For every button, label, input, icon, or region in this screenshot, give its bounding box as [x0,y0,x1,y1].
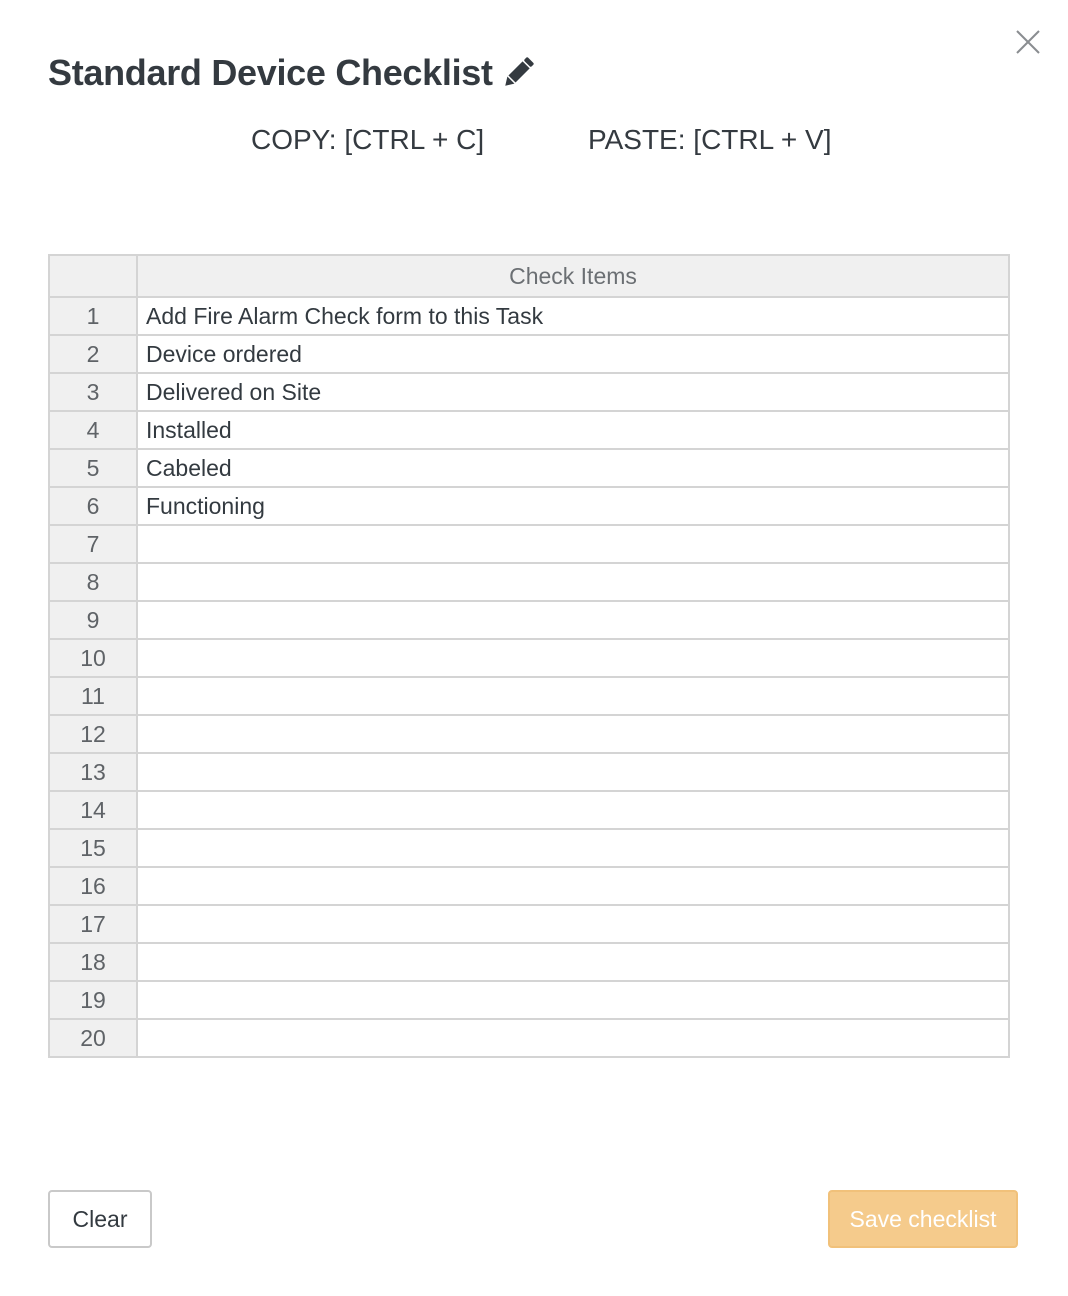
check-item-cell[interactable] [137,981,1009,1019]
table-row [49,905,1009,943]
table-row [49,981,1009,1019]
check-item-cell[interactable] [137,791,1009,829]
grid-corner-cell[interactable] [49,255,137,297]
check-item-cell[interactable] [137,677,1009,715]
row-number[interactable]: 4 [49,411,137,449]
check-item-cell[interactable] [137,601,1009,639]
row-number[interactable]: 12 [49,715,137,753]
check-item-cell[interactable]: Device ordered [137,335,1009,373]
check-item-cell[interactable] [137,829,1009,867]
table-row [49,525,1009,563]
row-number[interactable]: 20 [49,1019,137,1057]
save-checklist-button[interactable]: Save checklist [828,1190,1018,1248]
row-number[interactable]: 3 [49,373,137,411]
row-number[interactable]: 9 [49,601,137,639]
table-row [49,449,1009,487]
check-item-cell[interactable] [137,525,1009,563]
check-item-cell[interactable] [137,1019,1009,1057]
table-row [49,791,1009,829]
check-item-cell[interactable] [137,867,1009,905]
table-row [49,411,1009,449]
table-row [49,563,1009,601]
grid-body [49,297,1009,1057]
table-row [49,753,1009,791]
table-row [49,715,1009,753]
page-title: Standard Device Checklist [48,52,493,93]
row-number[interactable]: 13 [49,753,137,791]
clear-button[interactable]: Clear [48,1190,152,1248]
row-number[interactable]: 5 [49,449,137,487]
check-item-cell[interactable]: Add Fire Alarm Check form to this Task [137,297,1009,335]
table-row [49,943,1009,981]
row-number[interactable]: 18 [49,943,137,981]
checklist-grid [48,254,1010,1058]
row-number[interactable]: 10 [49,639,137,677]
check-item-cell[interactable] [137,943,1009,981]
table-row [49,829,1009,867]
check-item-cell[interactable]: Functioning [137,487,1009,525]
grid-header-row [49,255,1009,297]
copy-shortcut-hint: COPY: [CTRL + C] [251,124,485,155]
check-item-cell[interactable]: Delivered on Site [137,373,1009,411]
check-item-cell[interactable] [137,639,1009,677]
table-row [49,487,1009,525]
paste-shortcut-hint: PASTE: [CTRL + V] [588,124,832,155]
column-header-check-items[interactable]: Check Items [137,255,1009,297]
row-number[interactable]: 2 [49,335,137,373]
row-number[interactable]: 19 [49,981,137,1019]
close-icon[interactable] [1012,26,1044,58]
check-item-cell[interactable]: Installed [137,411,1009,449]
row-number[interactable]: 7 [49,525,137,563]
row-number[interactable]: 14 [49,791,137,829]
row-number[interactable]: 8 [49,563,137,601]
row-number[interactable]: 15 [49,829,137,867]
table-row [49,297,1009,335]
table-row [49,639,1009,677]
check-item-cell[interactable] [137,715,1009,753]
table-row [49,373,1009,411]
table-row [49,335,1009,373]
row-number[interactable]: 16 [49,867,137,905]
table-row [49,867,1009,905]
row-number[interactable]: 6 [49,487,137,525]
check-item-cell[interactable] [137,753,1009,791]
row-number[interactable]: 11 [49,677,137,715]
table-row [49,677,1009,715]
table-row [49,1019,1009,1057]
check-item-cell[interactable]: Cabeled [137,449,1009,487]
title-row [48,50,537,96]
row-number[interactable]: 1 [49,297,137,335]
row-number[interactable]: 17 [49,905,137,943]
table-row [49,601,1009,639]
check-item-cell[interactable] [137,905,1009,943]
pencil-icon[interactable] [499,54,537,92]
check-item-cell[interactable] [137,563,1009,601]
